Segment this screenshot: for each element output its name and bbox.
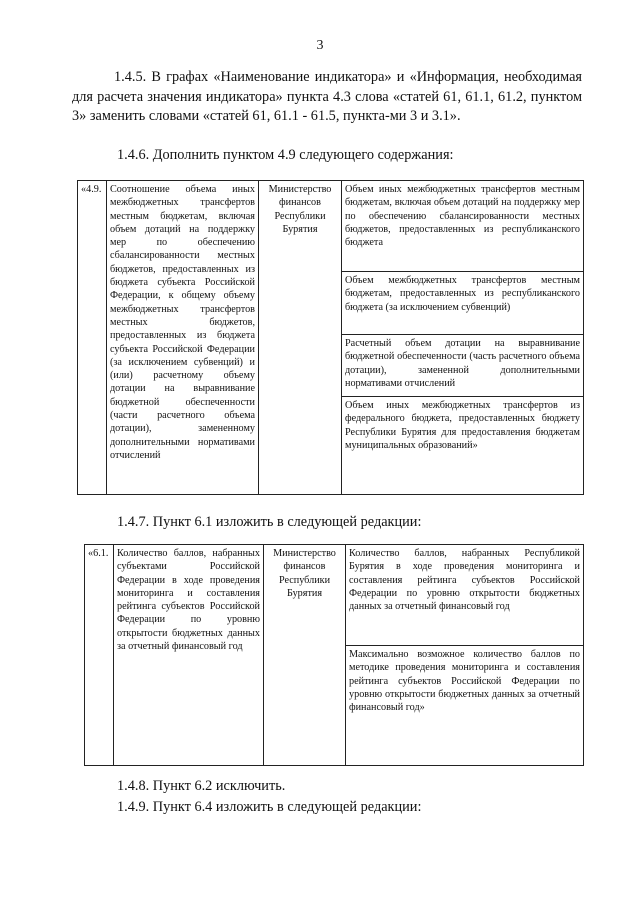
table-item-6-1 — [84, 544, 584, 766]
paragraph-1-4-7: 1.4.7. Пункт 6.1 изложить в следующей редакции: — [117, 514, 422, 530]
table-4-9-info-1: Объем иных межбюджетных трансфертов местным бюджетам, включая объем дотаций на поддержку мер по обеспечению сбалансированности местных бюджетов, предоставленных из республиканского бюджета — [342, 181, 584, 272]
table-4-9-info-3: Расчетный объем дотации на выравнивание бюджетной обеспеченности (часть расчетного объема дотации), замененной дополнительными нормативами отчислений — [342, 335, 584, 397]
table-6-1-number: «6.1. — [85, 545, 114, 766]
table-6-1-info-1: Количество баллов, набранных Республикой Бурятия в ходе проведения мониторинга и составления рейтинга субъектов Российской Федерации по уровню открытости бюджетных данных за отчетный финансовый год — [346, 545, 584, 646]
page-number: 3 — [316, 38, 324, 53]
table-4-9-info-2: Объем межбюджетных трансфертов местным бюджетам, предоставленных из республиканского бюджета (за исключением субвенций) — [342, 272, 584, 335]
table-4-9-indicator: Соотношение объема иных межбюджетных трансфертов местным бюджетам, включая объем дотаций на поддержку мер по обеспечению сбалансированности местных бюджетов, предоставленных из бюджета субъекта Российской Федерации, к общему объему межбюджетных трансфертов местных бюджетов, предоставленных из бюджета субъекта Российской Федерации (за исключением субвенций) и (или) расчетному объему дотации на выравнивание бюджетной обеспеченности (части расчетного объема дотации), замененному дополнительными нормативами отчислений — [107, 181, 259, 495]
paragraph-1-4-6: 1.4.6. Дополнить пунктом 4.9 следующего содержания: — [117, 147, 454, 163]
table-item-4-9 — [77, 180, 584, 495]
paragraph-1-4-9: 1.4.9. Пункт 6.4 изложить в следующей редакции: — [117, 799, 422, 815]
paragraph-1-4-8: 1.4.8. Пункт 6.2 исключить. — [117, 778, 286, 794]
table-6-1-info-2: Максимально возможное количество баллов по методике проведения мониторинга и составления рейтинга субъектов Российской Федерации по уровню открытости бюджетных данных за отчетный финансовый год» — [346, 646, 584, 766]
table-4-9-source: Министерство финансов Республики Бурятия — [259, 181, 342, 495]
table-6-1-indicator: Количество баллов, набранных субъектами Российской Федерации в ходе проведения мониторинга и составления рейтинга субъектов Российской Федерации по уровню открытости бюджетных данных за отчетный финансовый год — [114, 545, 264, 766]
table-6-1-source: Министерство финансов Республики Бурятия — [264, 545, 346, 766]
paragraph-1-4-5: 1.4.5. В графах «Наименование индикатора» и «Информация, необходимая для расчета значения индикатора» пункта 4.3 слова «статей 61, 61.1, 61.2, пунктом 3» заменить словами «статей 61, 61.1 - 61.5, пункта-ми 3 и 3.1». — [72, 69, 582, 124]
table-4-9-number: «4.9. — [78, 181, 107, 495]
table-4-9-info-4: Объем иных межбюджетных трансфертов из федерального бюджета, предоставленных бюджету Республики Бурятия для предоставления бюджетам муниципальных образований» — [342, 397, 584, 495]
